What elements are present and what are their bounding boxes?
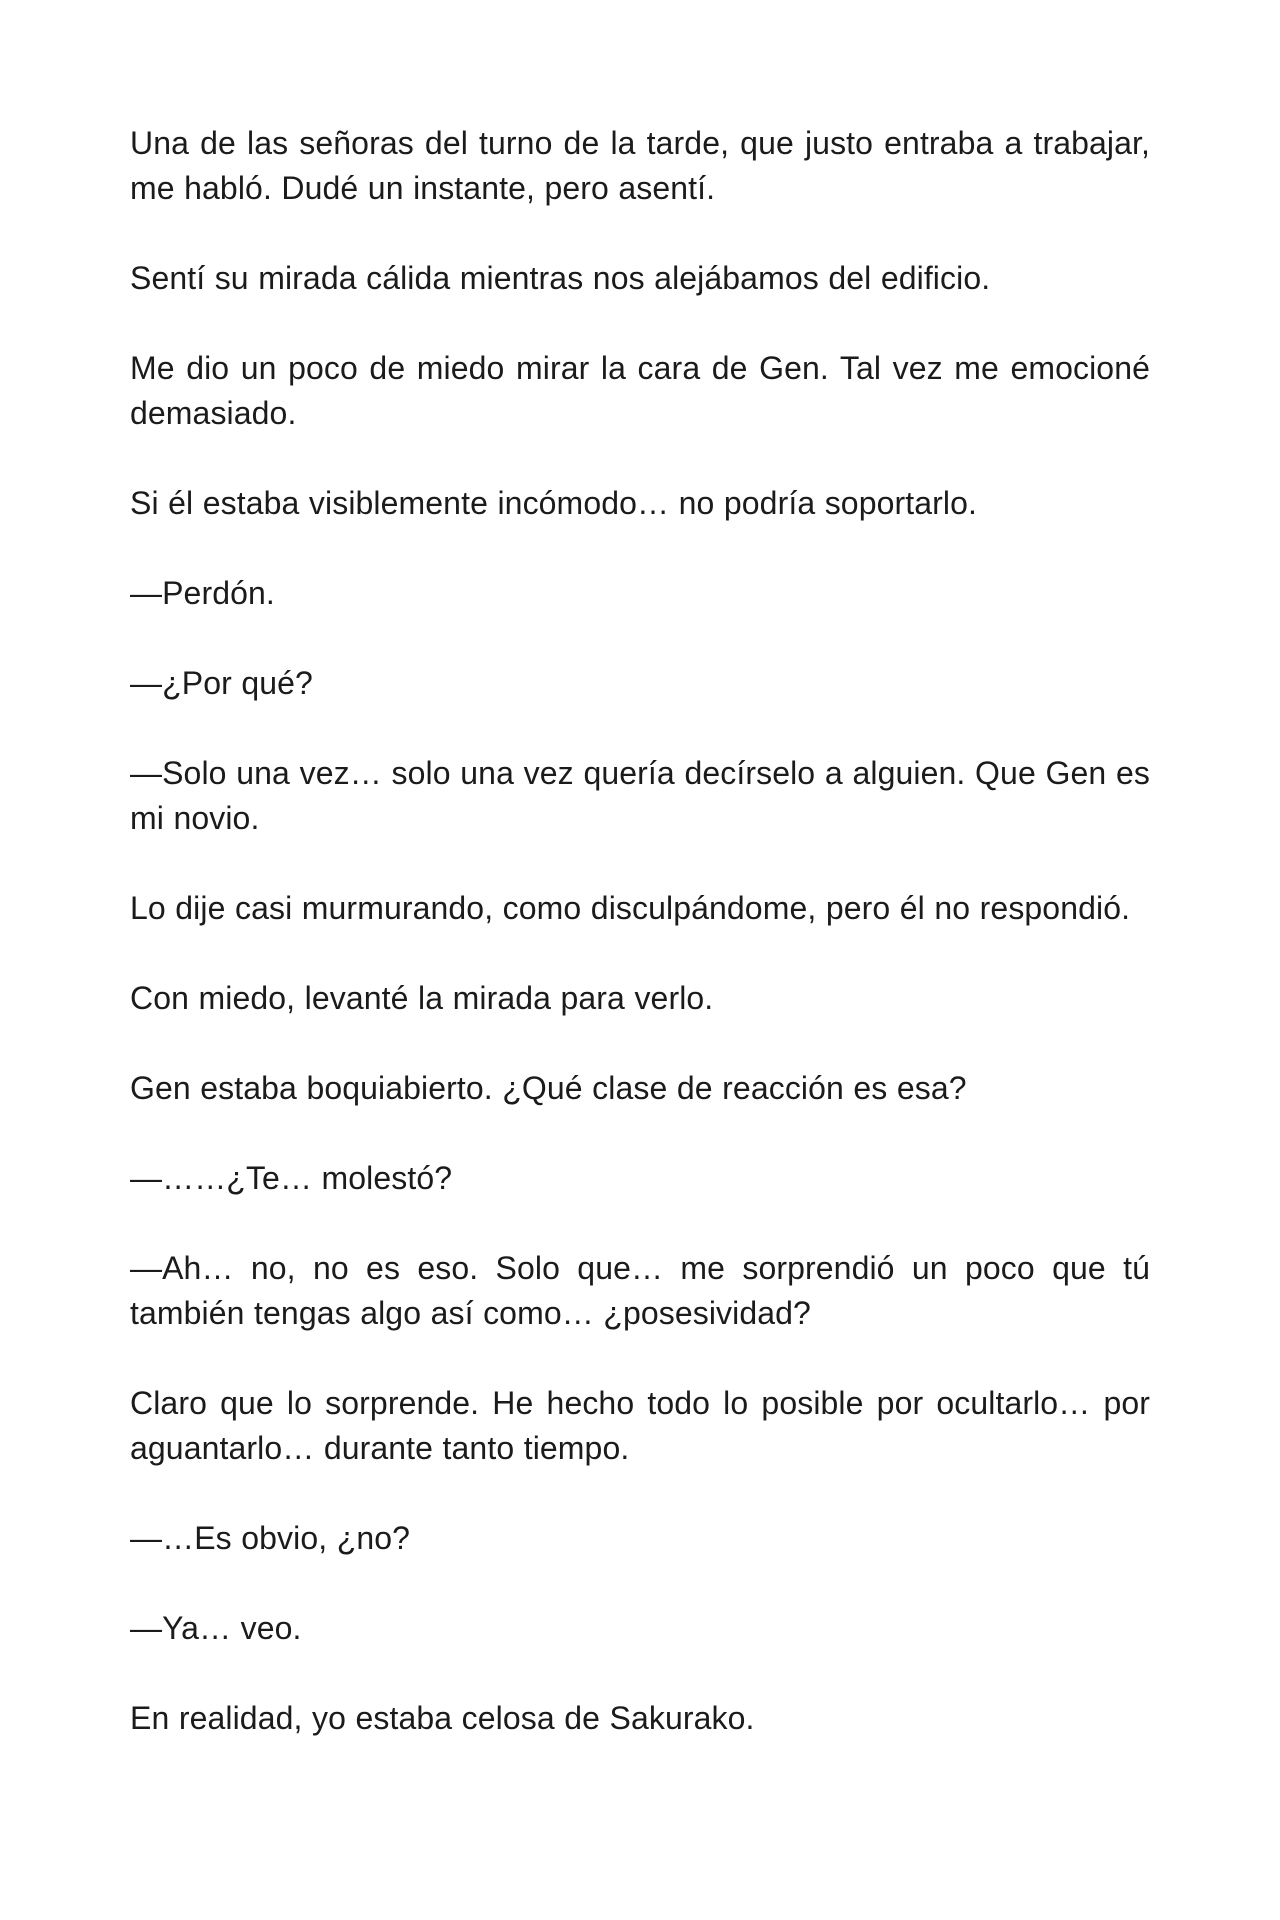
paragraph: —Ya… veo. <box>130 1610 302 1646</box>
paragraph: Si él estaba visiblemente incómodo… no podría soportarlo. <box>130 485 977 521</box>
paragraph: —……¿Te… molestó? <box>130 1160 453 1196</box>
page-content <box>130 121 1150 1741</box>
paragraph: —Ah… no, no es eso. Solo que… me sorprendió un poco que tú también tengas algo así como… ¿posesividad? <box>130 1250 1150 1331</box>
paragraph: —¿Por qué? <box>130 665 313 701</box>
paragraph: —Perdón. <box>130 575 275 611</box>
paragraph: En realidad, yo estaba celosa de Sakurako. <box>130 1700 755 1736</box>
paragraph: Una de las señoras del turno de la tarde, que justo entraba a trabajar, me habló. Dudé un instante, pero asentí. <box>130 125 1150 206</box>
paragraph: —Solo una vez… solo una vez quería decírselo a alguien. Que Gen es mi novio. <box>130 755 1150 836</box>
paragraph: Con miedo, levanté la mirada para verlo. <box>130 980 714 1016</box>
paragraph: Sentí su mirada cálida mientras nos alejábamos del edificio. <box>130 260 991 296</box>
paragraph: Gen estaba boquiabierto. ¿Qué clase de reacción es esa? <box>130 1070 967 1106</box>
paragraph: —…Es obvio, ¿no? <box>130 1520 411 1556</box>
paragraph: Lo dije casi murmurando, como disculpándome, pero él no respondió. <box>130 890 1131 926</box>
paragraph: Claro que lo sorprende. He hecho todo lo posible por ocultarlo… por aguantarlo… durante tanto tiempo. <box>130 1385 1150 1466</box>
paragraph: Me dio un poco de miedo mirar la cara de Gen. Tal vez me emocioné demasiado. <box>130 350 1150 431</box>
